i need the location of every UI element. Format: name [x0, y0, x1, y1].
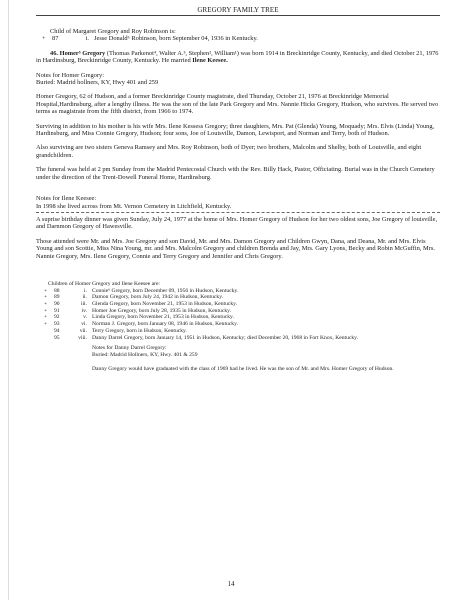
page-header: GREGORY FAMILY TREE: [36, 7, 440, 16]
birthday-paragraph-2: Those attended were Mr. and Mrs. Joe Gregory and son David, Mr. and Mrs. Damon Gregory and Children Gwyn, Dana, and Deana, Mr. and Mrs. Elvis Young and son Scottie, Miss Nina Young, mr. and Mrs. Malcolm Gregory and children Brenda and Jay, Mrs. Gary Lyons, Becky and Robin McGuffin, Mrs. Nannie Gregory, Mrs. Ilene Gregory, Connie and Terry Gregory and Jennifer and Chris Gregory.: [36, 237, 435, 260]
child-text: Terry Gregory, born in Hudson, Kentucky.: [92, 327, 187, 334]
child-number: 94: [54, 327, 60, 334]
children-intro: Children of Homer Gregory and Ilene Keesee are:: [48, 280, 160, 287]
child-text: Linda Gregory, born November 21, 1953 in Hudson, Kentucky.: [92, 314, 234, 321]
obituary-paragraph-1: Homer Gregory, 62 of Hudson, and a former Breckinridge County magistrate, died Thursday, October 21, 1976 at Breckinridge Memorial Hospital,Hardinsburg, after a lengthy illness. He was the son of the late Park Gregory and Mrs. Nannie Hicks Gregory, Hudson, who survives. He served two terms as magistrate from the fifth district, from 1966 to 1974.: [36, 93, 439, 116]
entry-number: 46.: [50, 49, 58, 57]
child-text: Norman J. Gregory, born January 08, 1946 in Hudson, Kentucky.: [92, 321, 238, 328]
page-content: [36, 28, 440, 372]
binding-margin: [2, 0, 9, 600]
child-text: Jesse Donald⁶ Robinson, born September 04, 1936 in Kentucky.: [94, 35, 258, 43]
child-number: 91: [54, 307, 60, 314]
entry-name: Homer⁵ Gregory: [59, 49, 106, 57]
child-row: [44, 335, 440, 342]
descendant-marker: [44, 335, 54, 342]
child-row: [44, 308, 440, 315]
notes-danny-title: Notes for Danny Darrel Gregory:: [92, 345, 167, 352]
descendant-marker: +: [42, 35, 46, 43]
child-roman: v.: [83, 314, 87, 321]
child-number: 90: [54, 301, 60, 308]
child-text: Homer Joe Gregory, born July 28, 1935 in Hudson, Kentucky.: [92, 307, 231, 314]
entry-lineage: (Thomas Parkenot⁴, Walter A.³, Stephen², William¹) was born 1914 in Breckinridge County, Kentucky, and died October 21, 1976 in Hardinsburg, Breckinridge County, Kentucky. He married: [36, 49, 439, 65]
descendant-marker: +: [44, 287, 48, 294]
notes-danny-buried: Buried: Madrid Hollners, KY, Hwy. 401 & 259: [92, 351, 198, 358]
child-number: 89: [54, 294, 60, 301]
descendant-marker: +: [44, 321, 48, 328]
obituary-paragraph-3: Also surviving are two sisters Geneva Ramsey and Mrs. Roy Robinson, both of Dyer; two brothers, Malcolm and Shelby, both of Louisville, and eight grandchildren.: [36, 144, 422, 159]
child-row: [44, 301, 440, 308]
child-text: Glenda Gregory, born November 21, 1953 in Hudson, Kentucky.: [92, 301, 237, 308]
notes-danny: [92, 345, 440, 372]
notes-ilene-title: Notes for Ilene Keesee:: [36, 195, 97, 203]
child-roman: vii.: [79, 327, 87, 334]
child-of-margaret-intro: Child of Margaret Gregory and Roy Robinson is:: [50, 28, 176, 35]
descendant-marker: +: [44, 314, 48, 321]
child-number: 88: [54, 287, 60, 294]
child-roman: iv.: [81, 307, 87, 314]
descendant-marker: +: [44, 301, 48, 308]
children-list: [44, 281, 440, 341]
child-row: [44, 294, 440, 301]
descendant-marker: +: [44, 307, 48, 314]
child-number: 87: [52, 35, 59, 43]
child-number: 92: [54, 314, 60, 321]
notes-danny-text: Danny Gregory would have graduated with the class of 1969 had he lived. He was the son of Mr. and Mrs. Homer Gregory of Hudson.: [92, 365, 394, 372]
notes-homer-buried: Buried: Madrid hollners, KY, Hwy 401 and 259: [36, 79, 159, 87]
child-row: [44, 328, 440, 335]
child-row: [44, 314, 440, 321]
child-roman: viii.: [78, 334, 87, 341]
descendant-marker: +: [44, 294, 48, 301]
notes-homer-title: Notes for Homer Gregory:: [36, 71, 104, 79]
page-number: 14: [227, 580, 235, 588]
child-roman: vi.: [81, 321, 87, 328]
entry-spouse: Ilene Keesee.: [192, 57, 228, 65]
child-roman: iii.: [80, 301, 87, 308]
child-roman: i.: [85, 35, 89, 43]
homer-entry: [36, 50, 440, 65]
child-row: [44, 288, 440, 295]
obituary-paragraph-4: The funeral was held at 2 pm Sunday from the Madrid Pentecostal Church with the Rev. Billy Hack, Pastor, Officiating. Burial was in the Church Cemetery under the direction of the Trent-Dowell Funeral Home, Hardinsburg.: [36, 166, 435, 181]
child-row: [44, 321, 440, 328]
child-roman: i.: [84, 287, 87, 294]
child-roman: ii.: [82, 294, 87, 301]
child-number: 93: [54, 321, 60, 328]
child-number: 95: [54, 334, 60, 341]
child-text: Connie⁶ Gregory, born December 09, 1956 in Hudson, Kentucky.: [92, 287, 239, 294]
child-text: Danny Darrel Gregory, born January 14, 1951 in Hudson, Kentucky; died December 20, 1968 in Fort Knox, Kentucky.: [92, 334, 359, 341]
child-row: [42, 35, 440, 42]
obituary-paragraph-2: Surviving in addition to his mother is his wife Mrs. Ilene Kessess Gregory; three daughters, Mrs. Pat (Glenda) Young, Moquady; Mrs. Elvis (Linda) Young, Hardinsburg, and Miss Connie Gregory, Hudson; four sons, Joe of Louisville, Damon, Lewisport, and Norman and Terry, both of Hudson.: [36, 122, 435, 138]
descendant-marker: [44, 328, 54, 335]
section-divider: [36, 212, 440, 213]
notes-ilene-text: In 1998 she lived across from Mt. Vernon Cemetery in Litchfield, Kentucky.: [36, 202, 232, 210]
child-text: Damon Gregory, born July 24, 1942 in Hudson, Kentucky.: [92, 294, 224, 301]
birthday-paragraph-1: A suprise birthday dinner was given Sunday, July 24, 1977 at the home of Mrs. Homer Gregory of Hudson for her two oldest sons, Joe Gregory of louisville, and Darnmon Gregory of Hawesville.: [36, 215, 438, 231]
